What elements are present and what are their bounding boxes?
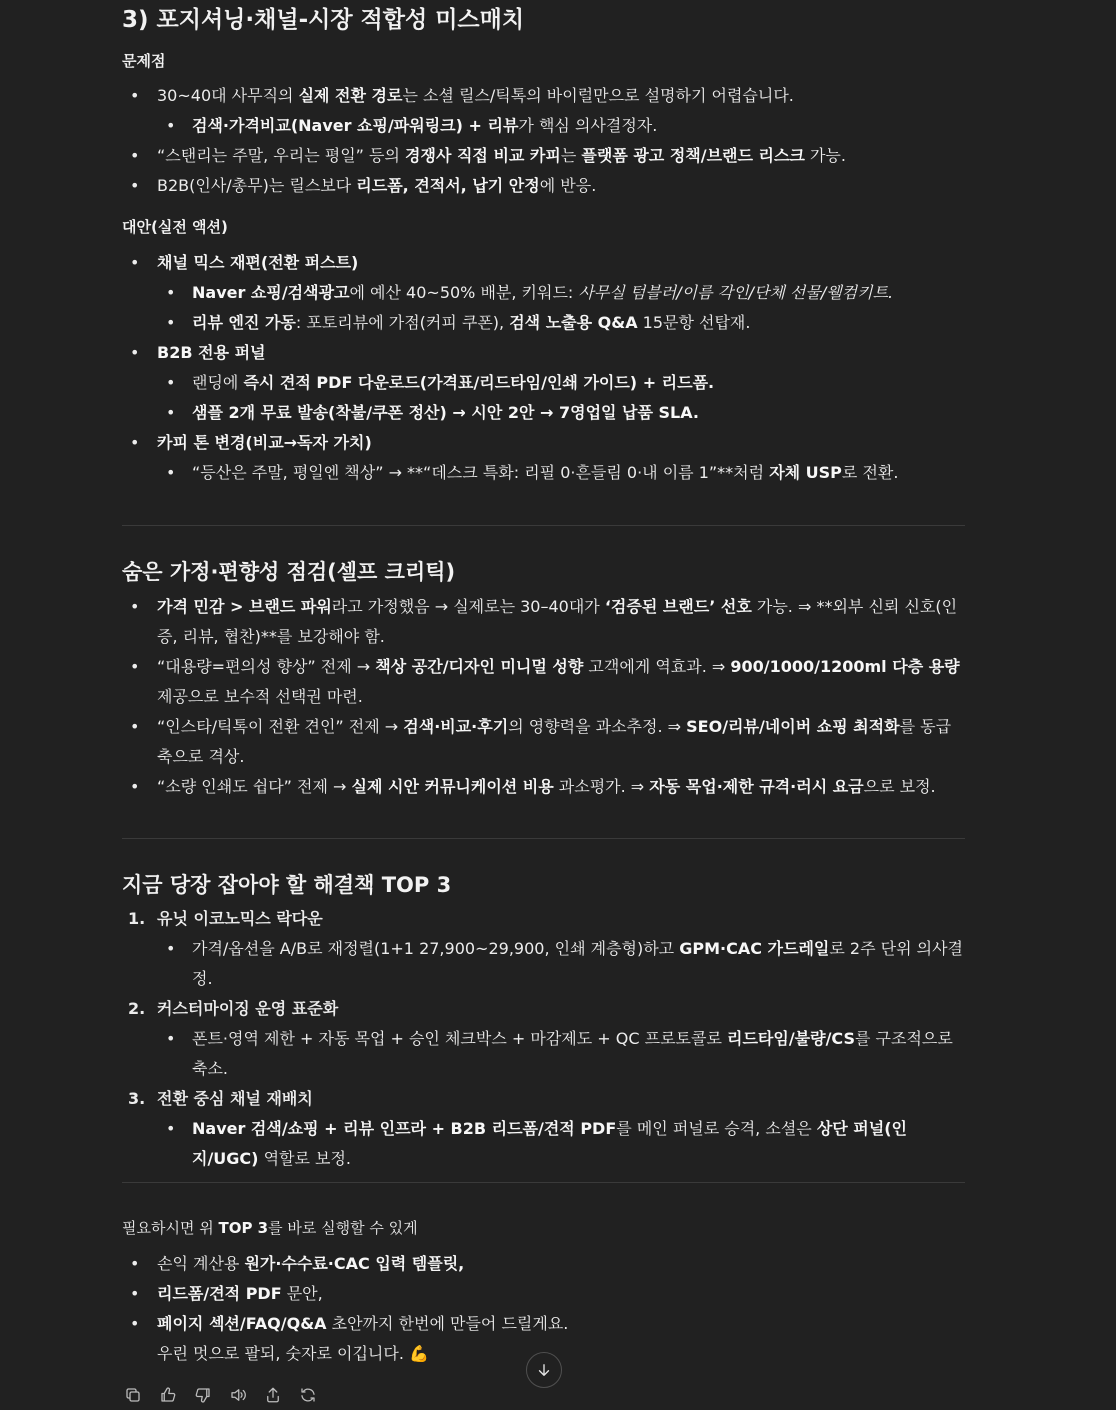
list-item: • 페이지 섹션/FAQ/Q&A 초안까지 한번에 만들어 드릴게요. 우린 멋으로 팔되, 숫자로 이깁니다. 💪 (122, 1309, 967, 1369)
list-item: • 채널 믹스 재편(전환 퍼스트) (122, 248, 967, 278)
list-item: • 랜딩에 즉시 견적 PDF 다운로드(가격표/리드타임/인쇄 가이드) + 리드폼. (122, 368, 967, 398)
list-item: • Naver 검색/쇼핑 + 리뷰 인프라 + B2B 리드폼/견적 PDF를 메인 퍼널로 승격, 소셜은 상단 퍼널(인지/UGC) 역할로 보정. (122, 1114, 967, 1174)
list-item: • B2B(인사/총무)는 릴스보다 리드폼, 견적서, 납기 안정에 반응. (122, 171, 967, 201)
section-title-positioning: 3) 포지셔닝·채널-시장 적합성 미스매치 (122, 7, 525, 33)
list-item: • B2B 전용 퍼널 (122, 338, 967, 368)
list-item: • 가격 민감 > 브랜드 파워라고 가정했음 → 실제로는 30–40대가 ‘검증된 브랜드’ 선호 가능. ⇒ **외부 신뢰 신호(인증, 리뷰, 협찬)**를 보강해야 함. (122, 592, 967, 652)
bad-response-button[interactable] (192, 1384, 214, 1406)
list-item: • 카피 톤 변경(비교→독자 가치) (122, 428, 967, 458)
alternative-list (122, 248, 967, 488)
list-item: • 검색·가격비교(Naver 쇼핑/파워링크) + 리뷰가 핵심 의사결정자. (122, 111, 967, 141)
divider (122, 838, 965, 839)
read-aloud-icon (229, 1386, 247, 1404)
closing-text: 필요하시면 위 TOP 3를 바로 실행할 수 있게 (122, 1219, 418, 1237)
list-item: • 30~40대 사무직의 실제 전환 경로는 소셜 릴스/틱톡의 바이럴만으로 설명하기 어렵습니다. (122, 81, 967, 111)
divider (122, 1182, 965, 1183)
share-button[interactable] (262, 1384, 284, 1406)
list-item: • “등산은 주말, 평일엔 책상” → **“데스크 특화: 리필 0·흔들림 0·내 이름 1”**처럼 자체 USP로 전환. (122, 458, 967, 488)
list-item: 2. 커스터마이징 운영 표준화 (128, 999, 339, 1018)
list-item: • “대용량=편의성 향상” 전제 → 책상 공간/디자인 미니멀 성향 고객에게 역효과. ⇒ 900/1000/1200ml 다층 용량 제공으로 보수적 선택권 마련. (122, 652, 967, 712)
problem-label: 문제점 (122, 52, 166, 70)
list-item: • Naver 쇼핑/검색광고에 예산 40~50% 배분, 키워드: 사무실 텀블러/이름 각인/단체 선물/웰컴키트. (122, 278, 967, 308)
assumption-list (122, 592, 967, 802)
regenerate-button[interactable] (297, 1384, 319, 1406)
thumbs-up-icon (159, 1386, 177, 1404)
regenerate-icon (299, 1386, 317, 1404)
section-title-self-critique: 숨은 가정·편향성 점검(셀프 크리틱) (122, 560, 456, 584)
list-item: • “소량 인쇄도 쉽다” 전제 → 실제 시안 커뮤니케이션 비용 과소평가. ⇒ 자동 목업·제한 규격·러시 요금으로 보정. (122, 772, 967, 802)
list-item: • “인스타/틱톡이 전환 견인” 전제 → 검색·비교·후기의 영향력을 과소추정. ⇒ SEO/리뷰/네이버 쇼핑 최적화를 동급 축으로 격상. (122, 712, 967, 772)
read-aloud-button[interactable] (227, 1384, 249, 1406)
message-actions-toolbar (122, 1384, 319, 1408)
problem-list (122, 81, 967, 201)
section-title-top3: 지금 당장 잡아야 할 해결책 TOP 3 (122, 873, 452, 897)
list-item: • 손익 계산용 원가·수수료·CAC 입력 템플릿, (122, 1249, 967, 1279)
closing-list (122, 1249, 967, 1369)
good-response-button[interactable] (157, 1384, 179, 1406)
list-item: • 폰트·영역 제한 + 자동 목업 + 승인 체크박스 + 마감제도 + QC 프로토콜로 리드타임/불량/CS를 구조적으로 축소. (122, 1024, 967, 1084)
divider (122, 525, 965, 526)
scroll-to-bottom-button[interactable] (526, 1352, 562, 1388)
copy-button[interactable] (122, 1384, 144, 1406)
list-item: • 가격/옵션을 A/B로 재정렬(1+1 27,900~29,900, 인쇄 계층형)하고 GPM·CAC 가드레일로 2주 단위 의사결정. (122, 934, 967, 994)
top3-list (122, 904, 967, 1174)
list-item: • “스탠리는 주말, 우리는 평일” 등의 경쟁사 직접 비교 카피는 플랫폼 광고 정책/브랜드 리스크 가능. (122, 141, 967, 171)
list-item: • 리드폼/견적 PDF 문안, (122, 1279, 967, 1309)
thumbs-down-icon (194, 1386, 212, 1404)
copy-icon (124, 1386, 142, 1404)
flexed-biceps-emoji: 💪 (409, 1344, 429, 1363)
list-item: • 리뷰 엔진 가동: 포토리뷰에 가점(커피 쿠폰), 검색 노출용 Q&A 15문항 선탑재. (122, 308, 967, 338)
share-icon (264, 1386, 282, 1404)
list-item: 3. 전환 중심 채널 재배치 (128, 1089, 313, 1108)
list-item: • 샘플 2개 무료 발송(착불/쿠폰 정산) → 시안 2안 → 7영업일 납품 SLA. (122, 398, 967, 428)
list-item: 1. 유닛 이코노믹스 락다운 (128, 909, 323, 928)
alternative-label: 대안(실전 액션) (122, 218, 228, 236)
arrow-down-icon (535, 1361, 553, 1379)
